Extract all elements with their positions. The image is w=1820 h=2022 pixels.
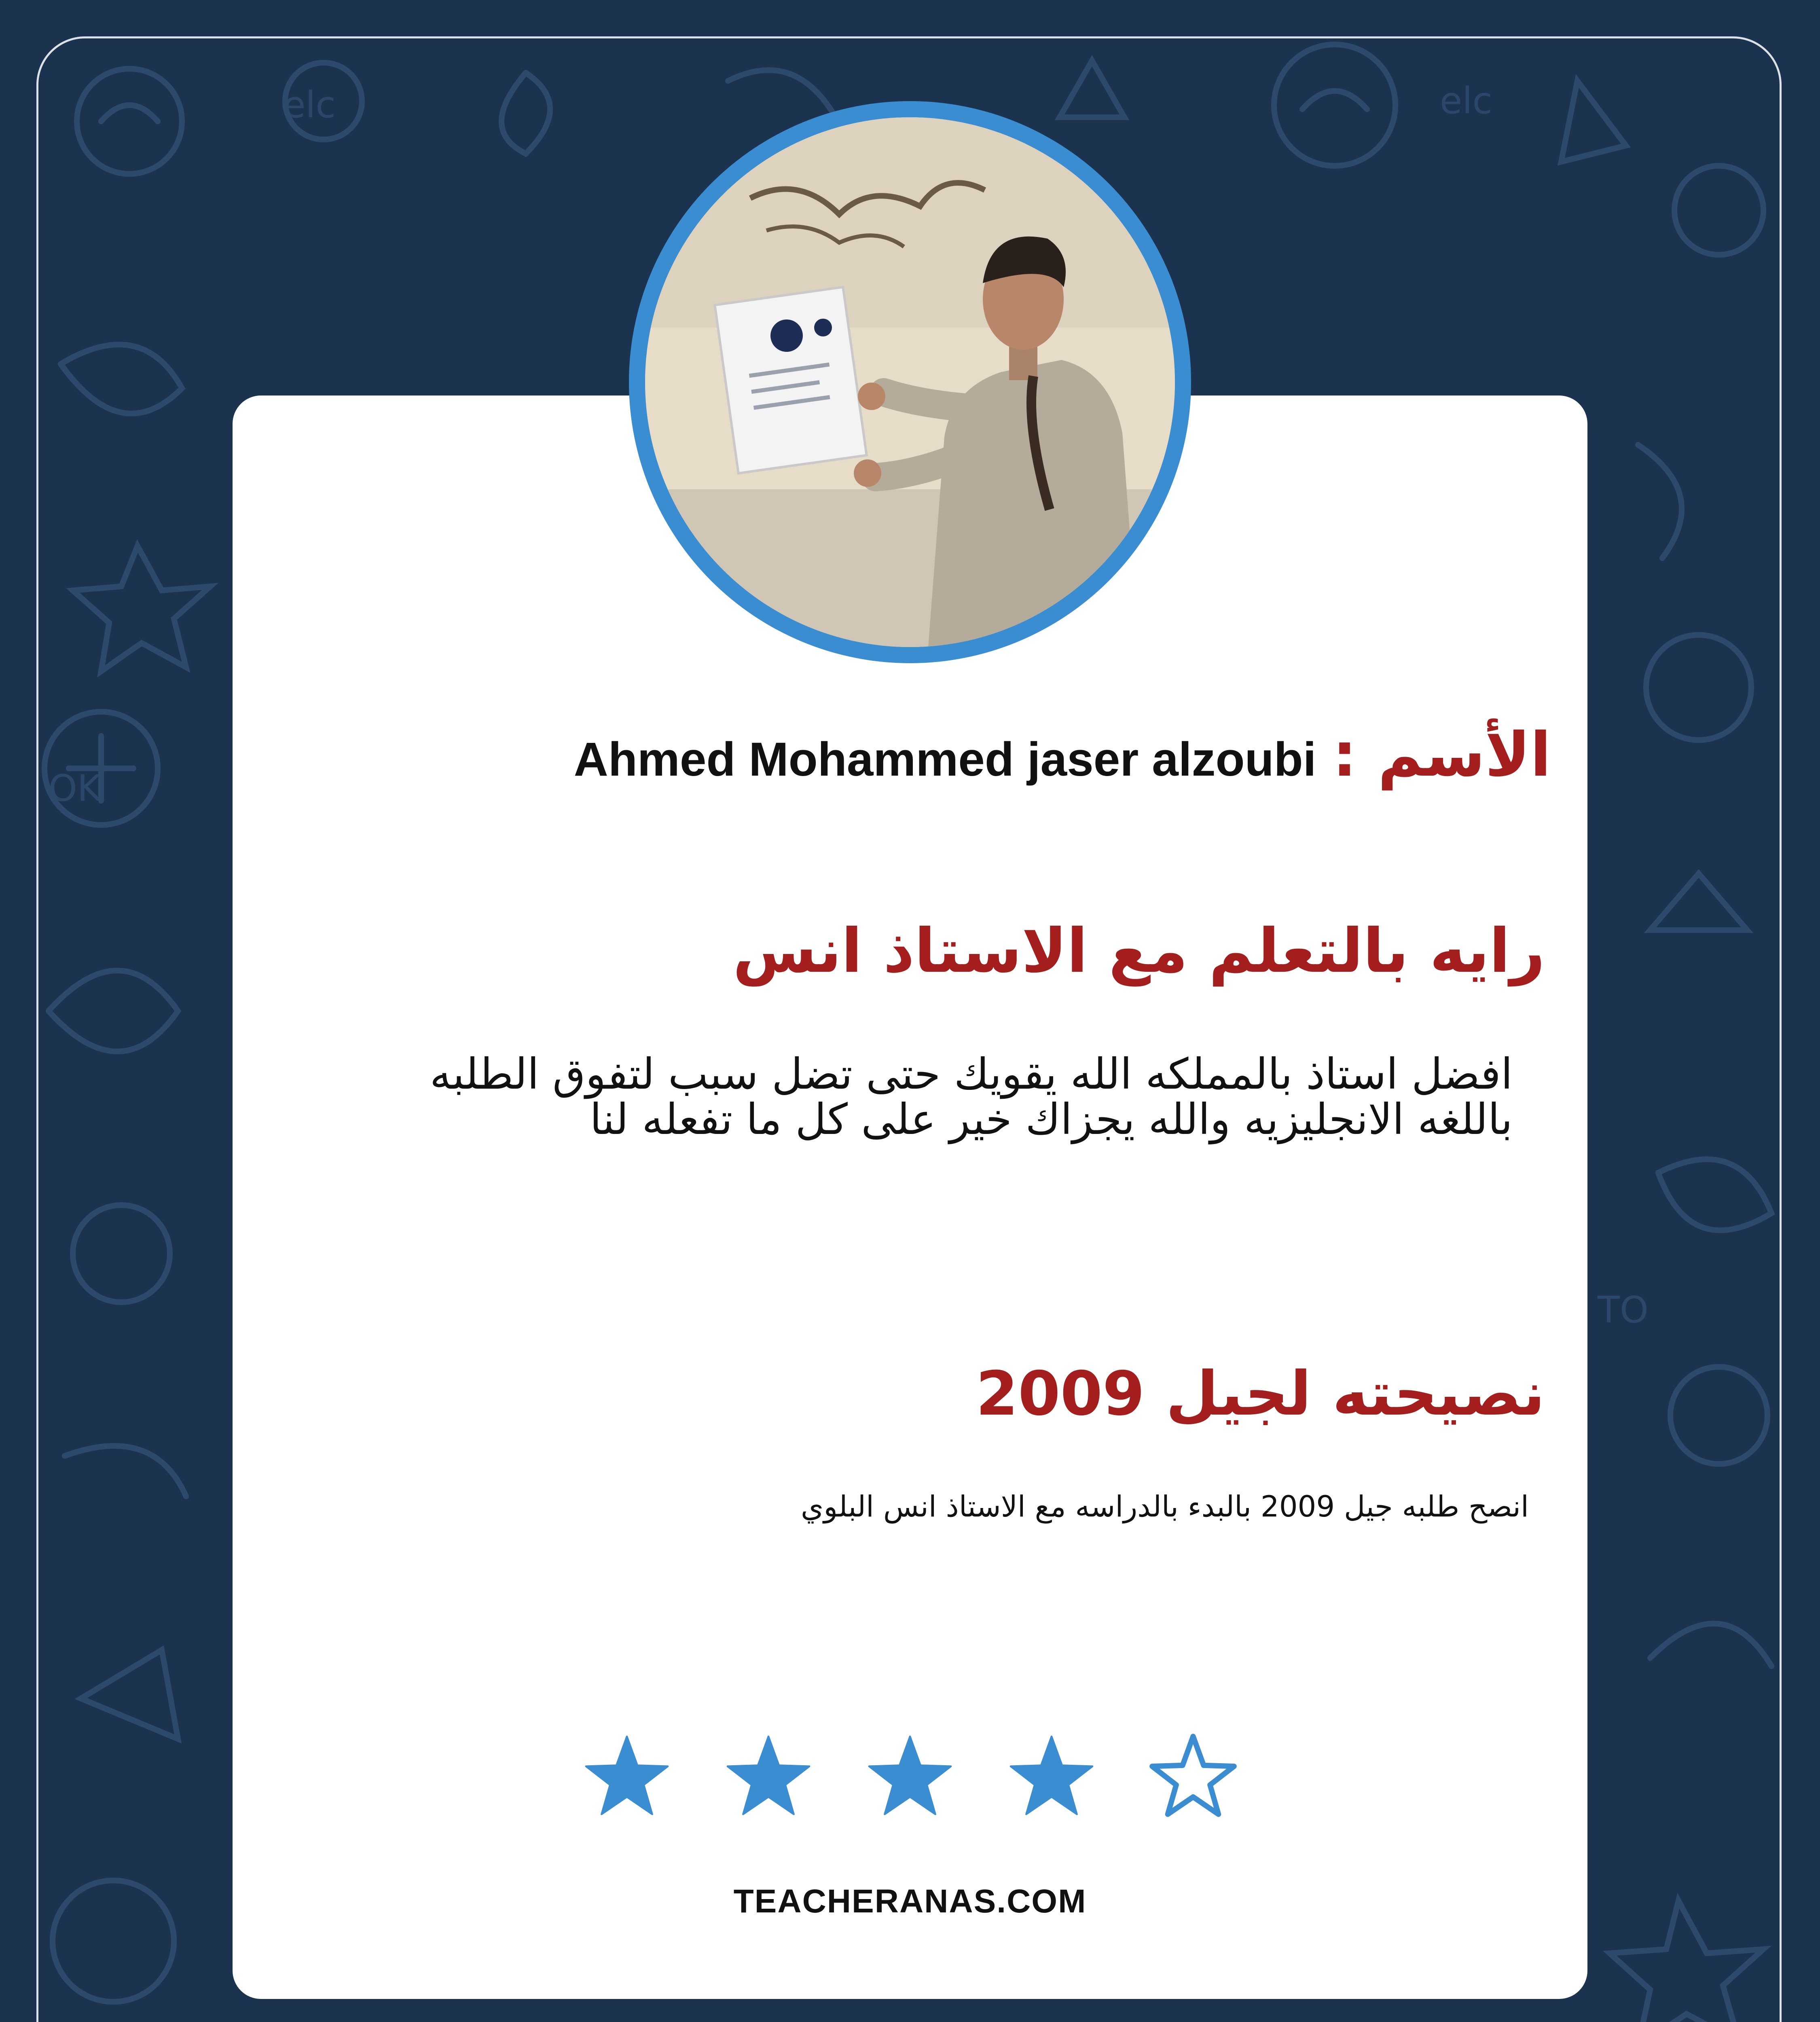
svg-text:TO: TO xyxy=(1598,1289,1649,1331)
advice-heading: نصيحته لجيل 2009 xyxy=(976,1359,1545,1429)
avatar xyxy=(629,101,1191,663)
star-icon-empty xyxy=(1149,1733,1238,1822)
svg-text:elc: elc xyxy=(1440,80,1492,122)
svg-text:OK: OK xyxy=(49,767,101,810)
name-label: الأسم : xyxy=(1332,720,1551,790)
person-photo-illustration xyxy=(645,117,1175,647)
svg-text:elc: elc xyxy=(283,84,336,126)
student-name: Ahmed Mohammed jaser alzoubi xyxy=(574,733,1316,786)
star-icon-filled xyxy=(724,1733,813,1822)
star-icon-filled xyxy=(582,1733,671,1822)
website-footer: TEACHERANAS.COM xyxy=(733,1883,1087,1920)
name-row xyxy=(574,720,1551,790)
star-rating xyxy=(582,1733,1238,1822)
person-photo xyxy=(645,117,1175,647)
opinion-text: افضل استاذ بالمملكه الله يقويك حتى تضل سبب لتفوق الطلبه باللغه الانجليزيه والله يجزاك خير على كل ما تفعله لنا xyxy=(430,1049,1513,1144)
opinion-heading: رايه بالتعلم مع الاستاذ انس xyxy=(733,916,1545,986)
star-icon-filled xyxy=(1007,1733,1096,1822)
star-icon-filled xyxy=(866,1733,954,1822)
advice-text: انصح طلبه جيل 2009 بالبدء بالدراسه مع الاستاذ انس البلوي xyxy=(800,1489,1529,1523)
